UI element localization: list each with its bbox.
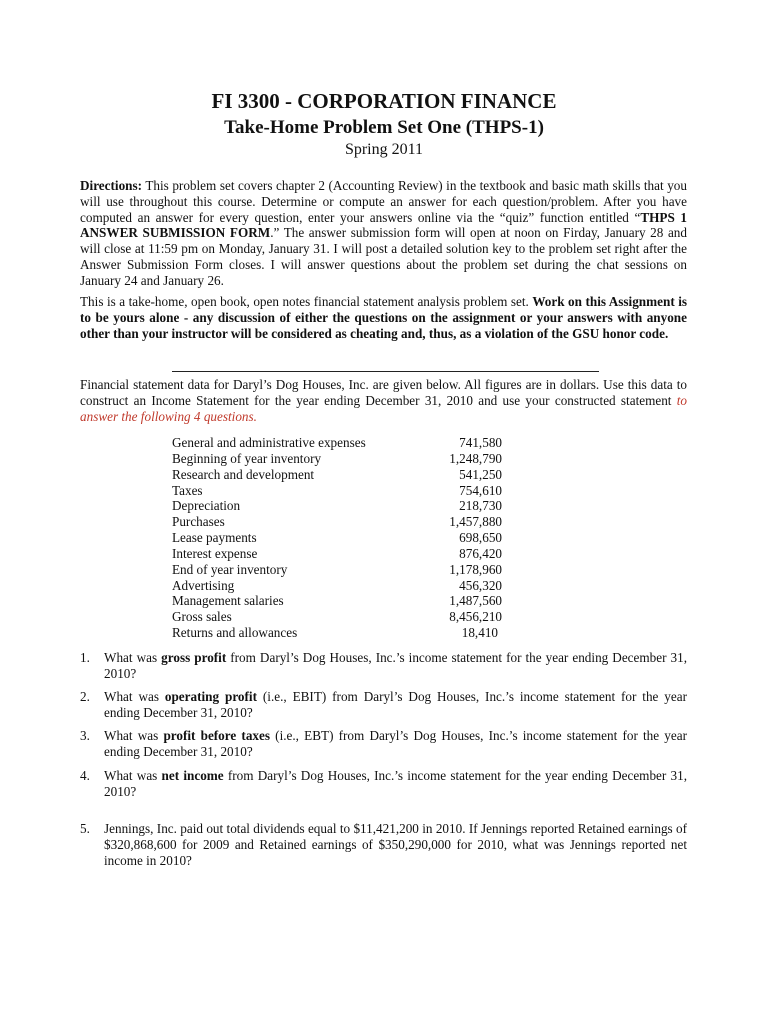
data-row: [172, 562, 512, 578]
data-value: 698,650: [459, 530, 502, 546]
question-text-post: (i.e., EBT) from Daryl’s Dog Houses, Inc.’s income statement for the year ending December 31, 2010?: [104, 728, 687, 759]
question-text-pre: What was: [104, 650, 162, 665]
data-row: [172, 451, 512, 467]
question-number: 1.: [80, 650, 90, 665]
question-key-term: profit before taxes: [163, 728, 270, 743]
submission-form-name: THPS 1 ANSWER SUBMISSION FORM: [80, 209, 687, 241]
financial-data-list: [172, 435, 512, 641]
data-row: [172, 435, 512, 451]
data-label: Taxes: [172, 482, 203, 498]
data-value: 18,410: [461, 625, 498, 641]
data-row: [172, 514, 512, 530]
question-text-pre: What was: [104, 728, 164, 743]
data-label: Lease payments: [172, 530, 257, 546]
data-label: Management salaries: [172, 593, 284, 609]
directions-label: Directions:: [80, 178, 143, 193]
data-value: 754,610: [459, 482, 502, 498]
question-text-pre: What was: [104, 689, 165, 704]
data-label: Returns and allowances: [172, 625, 298, 641]
question-text-pre: What was: [104, 768, 162, 783]
course-title: FI 3300 - CORPORATION FINANCE: [211, 89, 557, 113]
data-row: [172, 546, 512, 562]
data-row: [172, 467, 512, 483]
data-label: Purchases: [172, 514, 225, 530]
intro-paragraph: [80, 377, 687, 424]
intro-text: Financial statement data for Daryl’s Dog Houses, Inc. are given below. All figures are in dollars. Use this data to construct an Income Statement for the year ending December 31, 2010 and use your constructed statement: [80, 377, 687, 408]
question-text: [104, 728, 687, 760]
question-text: [104, 821, 687, 868]
data-label: Depreciation: [172, 498, 241, 514]
data-row: [172, 593, 512, 609]
data-label: Beginning of year inventory: [172, 450, 322, 466]
data-label: Advertising: [172, 577, 235, 593]
data-value: 1,248,790: [449, 450, 502, 466]
honor-code-warning: Work on this Assignment is to be yours alone - any discussion of either the questions on the assignment or your answers with anyone other than your instructor will be considered as cheating and, thus, as a violation of the GSU honor code.: [80, 294, 687, 341]
data-row: [172, 625, 512, 641]
intro-highlight: to answer the following 4 questions.: [80, 392, 687, 424]
question-key-term: operating profit: [164, 689, 257, 704]
question-number: 3.: [80, 728, 90, 743]
problem-set-title: Take-Home Problem Set One (THPS-1): [224, 117, 544, 138]
data-row: [172, 578, 512, 594]
data-label: Interest expense: [172, 545, 258, 561]
data-row: [172, 483, 512, 499]
question-text: [104, 650, 687, 682]
question-number: 4.: [80, 768, 90, 783]
data-row: [172, 609, 512, 625]
policy-paragraph: [80, 294, 687, 341]
directions-text-1: This problem set covers chapter 2 (Accounting Review) in the textbook and basic math skills that you will use throughout this course. Determine or compute an answer for each question/problem. After you have computed an answer for every question, enter your answers online via the “quiz” function entitled “: [80, 178, 687, 225]
question-text: [104, 768, 687, 800]
data-row: [172, 530, 512, 546]
directions-paragraph: [80, 178, 687, 289]
data-value: 876,420: [459, 545, 502, 561]
question-number: 5.: [80, 821, 90, 836]
question-text-post: from Daryl’s Dog Houses, Inc.’s income statement for the year ending December 31, 2010?: [104, 650, 687, 681]
data-label: General and administrative expenses: [172, 435, 366, 450]
question-key-term: gross profit: [161, 650, 227, 665]
data-label: Research and development: [172, 466, 315, 482]
question-key-term: net income: [161, 768, 224, 783]
term-label: Spring 2011: [344, 141, 424, 158]
directions-text-2: .” The answer submission form will open at noon on Firday, January 28 and will close at 11:59 pm on Monday, January 31. I will post a detailed solution key to the problem set right after the Answer Submission Form closes. I will answer questions about the problem set during the chat sessions on January 24 and January 26.: [80, 225, 687, 288]
question-text: [104, 689, 687, 721]
data-label: End of year inventory: [172, 561, 288, 577]
data-value: 1,457,880: [449, 514, 502, 530]
data-value: 741,580: [459, 435, 502, 450]
data-value: 218,730: [459, 498, 502, 514]
data-value: 8,456,210: [449, 609, 502, 625]
data-value: 456,320: [459, 577, 502, 593]
question-number: 2.: [80, 689, 90, 704]
question-text-pre: Jennings, Inc. paid out total dividends equal to $11,421,200 in 2010. If Jennings reported Retained earnings of $320,868,600 for 2009 and Retained earnings of $350,290,000 for 2010, what was Jennings reported net income in 2010?: [104, 821, 687, 868]
policy-text: This is a take-home, open book, open notes financial statement analysis problem set.: [80, 294, 533, 309]
question-text-post: from Daryl’s Dog Houses, Inc.’s income statement for the year ending December 31, 2010?: [104, 768, 687, 799]
data-label: Gross sales: [172, 609, 232, 625]
data-row: [172, 498, 512, 514]
section-divider: [172, 371, 599, 372]
data-value: 1,178,960: [449, 561, 502, 577]
question-text-post: (i.e., EBIT) from Daryl’s Dog Houses, Inc.’s income statement for the year ending December 31, 2010?: [104, 689, 688, 720]
data-value: 1,487,560: [449, 593, 502, 609]
data-value: 541,250: [459, 466, 502, 482]
